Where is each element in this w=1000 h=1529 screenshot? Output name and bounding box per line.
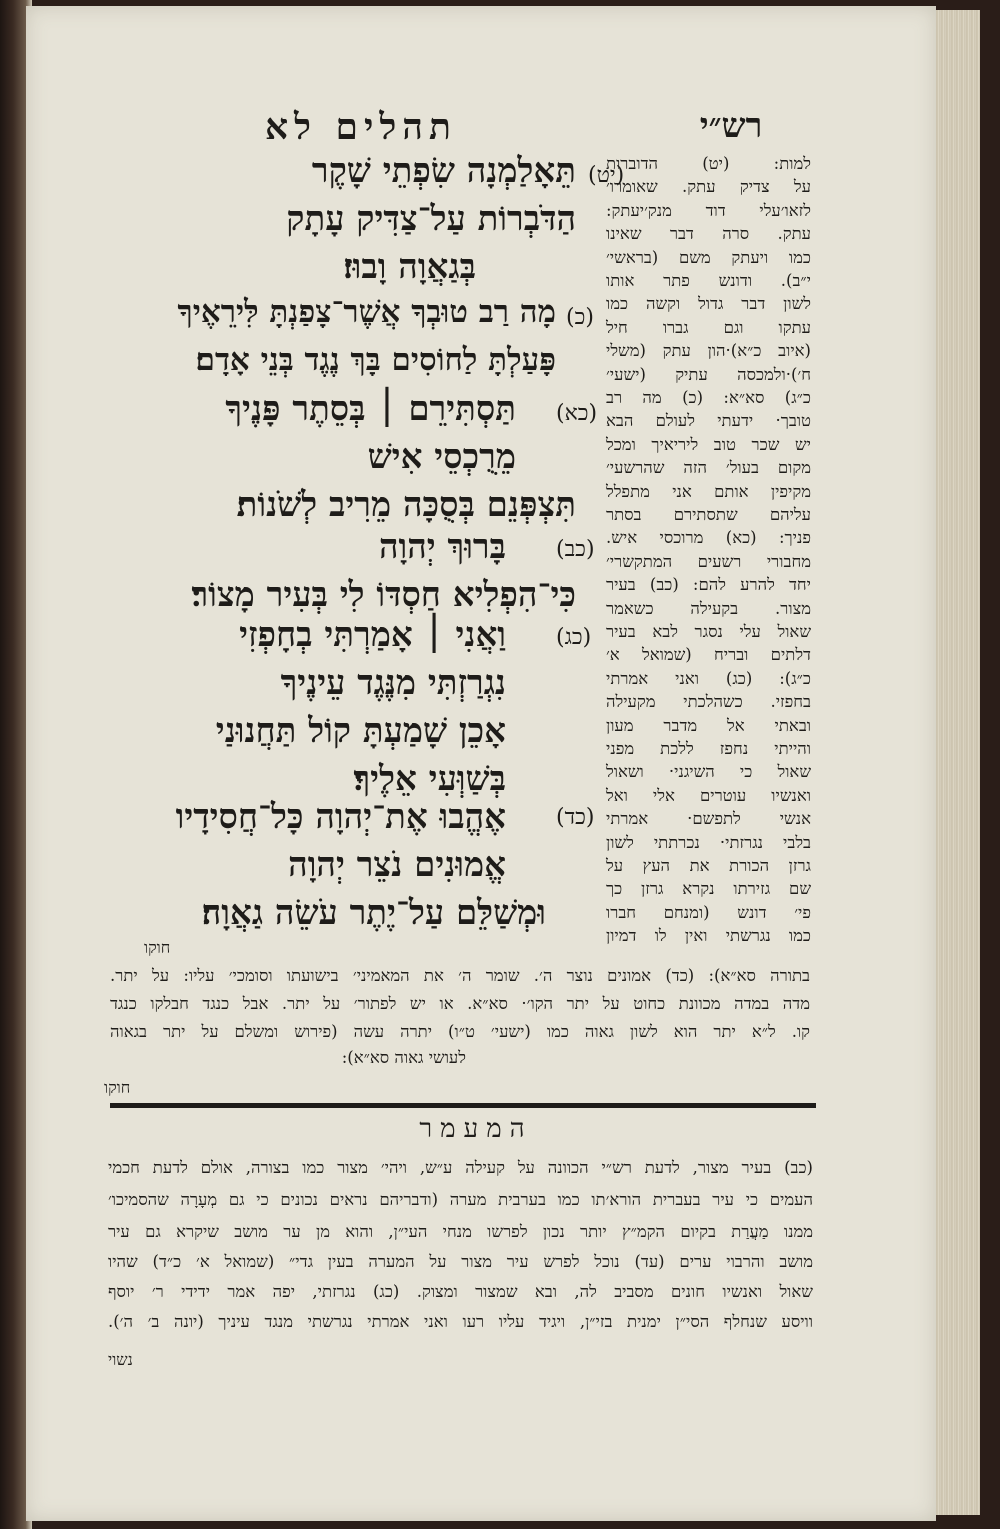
rashi-line: שאול כי השיגני· ושאול: [606, 762, 811, 782]
rashi-line: טובך· ידעתי לעולם הבא: [606, 411, 811, 431]
rashi-line: מחבורי רשעים המתקשרי׳: [606, 551, 811, 571]
rashi-line: ובאתי אל מדבר מעון: [606, 715, 811, 735]
rashi-line: פניך: (כא) מרוכסי איש.: [606, 528, 811, 548]
verse-number: (כ): [566, 305, 594, 330]
verse-line: כִּי־הִפְלִיא חַסְדּוֹ לִי בְּעִיר מָצוֹר׃: [191, 575, 576, 615]
rashi-line: יש שכר טוב ליריאיך ומכל: [606, 434, 811, 454]
verse-line: בְּשַׁוְּעִי אֵלֶיךָ׃: [353, 759, 506, 799]
verse-line: מֵרֻכְסֵי אִישׁ: [367, 437, 516, 477]
verse-line: וַאֲנִי ׀ אָמַרְתִּי בְחָפְזִי: [239, 615, 506, 655]
commentary-line: בתורה סא״א): (כד) אמונים נוצר ה׳. שומר ה׳ את המאמיני׳ בישועתו וסומכי׳ עליו: על יתר.: [110, 966, 810, 985]
verse-line: תִּצְפְּנֵם בְּסֻכָּה מֵרִיב לְשֹׁנוֹת׃: [236, 485, 576, 525]
rashi-line: עתק. סרה דבר שאינו: [606, 224, 811, 244]
section-title: המעמר: [419, 1114, 533, 1144]
rashi-line: ואנשיו עוטרים אלי ואל: [606, 785, 811, 805]
catchword: חוקו: [144, 938, 171, 957]
rashi-line: כמו נגרשתי ואין לו דמיון: [606, 926, 811, 946]
rashi-line: מקום בעול׳ הזה שהרשעי׳: [606, 458, 811, 478]
verse-number: (כג): [556, 625, 592, 650]
rashi-line: עתקו וגם גברו חיל: [606, 317, 811, 337]
rashi-line: דלתים ובריח (שמואל א׳: [606, 645, 811, 665]
rashi-line: לשון דבר גדול וקשה כמו: [606, 294, 811, 314]
rashi-line: (איוב כ״א)·הון עתק (משלי: [606, 341, 811, 361]
rashi-line: פי׳ דונש (ומנחם חברו: [606, 902, 811, 922]
verse-line: בְּגַאֲוָה וָבוּז׃: [343, 247, 476, 287]
rashi-line: בחפזי. כשהלכתי מקעילה: [606, 692, 811, 712]
maamar-line: העמים כי עיר בעברית הורא׳תו כמו בערבית מערה (ודבריהם נראים נכונים כי גם מְעָרָה שהסמיכו׳: [108, 1190, 813, 1209]
verse-line: מָה רַב טוּבְךָ אֲשֶׁר־צָפַנְתָּ לִּירֵאֶיךָ: [177, 294, 556, 330]
book-page: [26, 6, 936, 1521]
maamar-line: שאול ואנשיו חונים מסביב לה, ובא שמצור ומצוק. (כג) נגרזתי, יפה אמר ידידי ר׳ יוסף: [108, 1282, 813, 1301]
rashi-line: שם גזירתו נקרא גרזן כך: [606, 879, 811, 899]
maamar-line: וויסע שנחלף הסי״ן ימנית בזי״ן, ויגיד עליו רעו ואני אמרתי נגרשתי מנגד עיניך (יונה ב׳ ה׳).: [108, 1312, 813, 1331]
verse-line: אָכֵן שָׁמַעְתָּ קוֹל תַּחֲנוּנַי: [215, 711, 506, 751]
rashi-line: והייתי נחפז ללכת מפני: [606, 739, 811, 758]
rashi-line: לזאו׳עלי דוד מנק׳יעתק:: [606, 200, 811, 220]
verse-line: פָּעַלְתָּ לַחוֹסִים בָּךְ נֶגֶד בְּנֵי אָדָם׃: [195, 342, 556, 378]
rashi-line: ח׳)·ולמכסה עתיק (ישעי׳: [606, 364, 811, 384]
rashi-line: כמו ויעתק משם (בראשי׳: [606, 247, 811, 267]
rashi-line: שאול עלי נסגר לבא בעיר: [606, 622, 811, 641]
rashi-line: כ״ג) סא״א: (כ) מה רב: [606, 388, 811, 407]
rashi-line: גרזן הכורת את העץ על: [606, 856, 811, 875]
commentary-line: קו. ל״א יתר הוא לשון גאוה כמו (ישעי׳ ט״ו) יתרה עשה (פירוש ומשלם על יתר בגאוה: [110, 1022, 810, 1041]
verse-line: תֵּאָלַמְנָה שִׂפְתֵי שָׁקֶר: [311, 151, 576, 191]
commentary-line: מדה במדה מכוונת כחוט על יתר הקו׳· סא״א. או יש לפתור׳ על יתר. אבל כנגד חבלקו כנגד: [110, 994, 810, 1013]
verse-line: בָּרוּךְ יְהוָה: [378, 527, 506, 567]
verse-number: (כא): [556, 401, 598, 426]
rashi-line: אנשי לתפשם· אמרתי: [606, 809, 811, 829]
verse-line: הַדֹּבְרוֹת עַל־צַדִּיק עָתָק: [286, 199, 576, 239]
rashi-line: בלבי נגרזתי· נכרתתי לשון: [606, 832, 811, 852]
verse-number: (יט): [588, 163, 625, 188]
rashi-line: י״ב). ודונש פתר אותו: [606, 271, 811, 290]
rashi-line: יחד להרע להם: (כב) בעיר: [606, 575, 811, 595]
commentary-line: לעושי גאוה סא״א):: [341, 1048, 466, 1067]
page-title: תהלים לא: [265, 106, 457, 148]
rashi-line: מקיפין אותם אני מתפלל: [606, 481, 811, 501]
rashi-line: עליהם שתסתירם בסתר: [606, 505, 811, 524]
verse-line: אֶהֱבוּ אֶת־יְהוָה כָּל־חֲסִידָיו: [175, 797, 506, 837]
verse-line: אֱמוּנִים נֹצֵר יְהוָה: [288, 845, 506, 885]
rashi-line: מצור. בקעילה כשאמר: [606, 598, 811, 618]
rashi-line: על צדיק עתק. שאומרו׳: [606, 177, 811, 197]
maamar-line: (כב) בעיר מצור, לדעת רש״י הכוונה על קעילה ע״ש, ויהי׳ מצור כמו בצורה, אולם לדעת חכמי: [108, 1158, 813, 1177]
catchword: נשוי: [108, 1350, 133, 1369]
maamar-line: ממנו מַעֲרַת בקיום הקמ״ץ יותר נכון לפרשו מנחי העי״ן, והוא מן ער מושב שיקרא גם עיר: [108, 1222, 813, 1241]
section-divider: [110, 1103, 816, 1108]
commentary-title: רש״י: [699, 106, 763, 146]
verse-number: (כד): [556, 805, 595, 830]
maamar-line: מושב והרבוי ערים (עד) נוכל לפרש עיר מצור על המערה בעין גדי״ (שמואל א׳ כ״ד) שהיו: [108, 1252, 813, 1271]
verse-number: (כב): [556, 537, 595, 562]
verse-line: וּמְשַׁלֵּם עַל־יֶתֶר עֹשֵׂה גַאֲוָה׃: [201, 893, 546, 933]
rashi-line: כ״ג): (כג) ואני אמרתי: [606, 668, 811, 688]
rashi-line: למות: (יט) הדוברות: [606, 154, 811, 173]
verse-line: תַּסְתִּירֵם ׀ בְּסֵתֶר פָּנֶיךָ: [225, 389, 516, 429]
catchword: חוקו: [104, 1078, 131, 1097]
verse-line: נִגְרַזְתִּי מִנֶּגֶד עֵינֶיךָ: [280, 663, 506, 703]
